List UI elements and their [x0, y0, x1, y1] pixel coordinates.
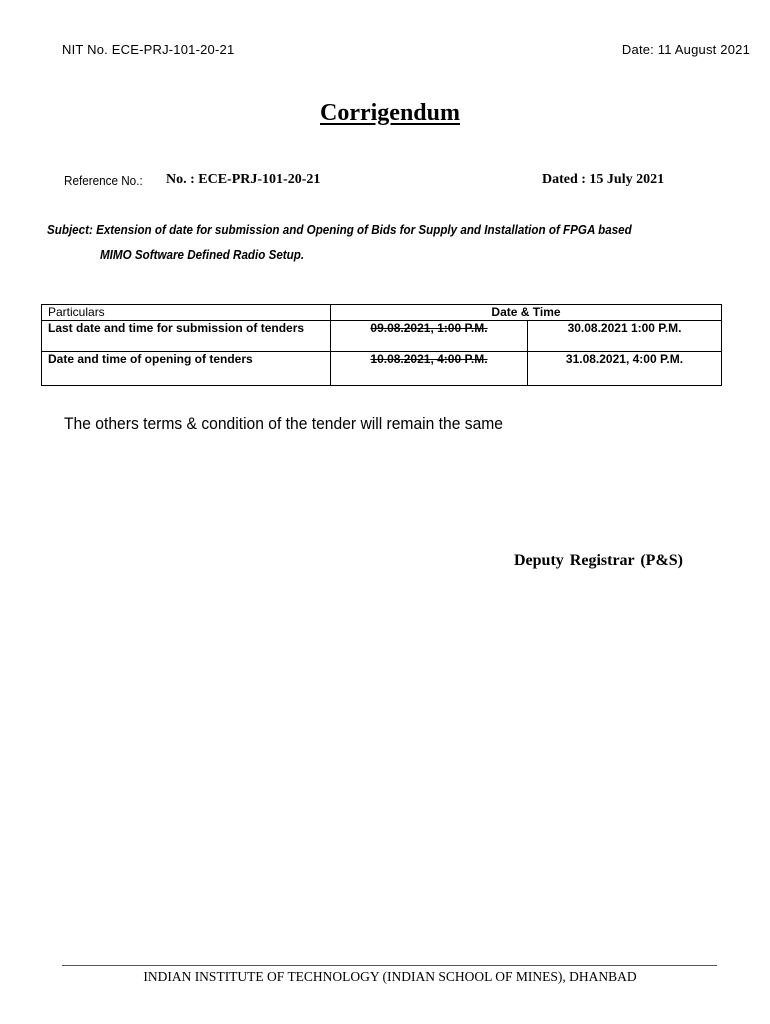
row-new-date: 30.08.2021 1:00 P.M.	[528, 321, 722, 352]
footer-divider	[62, 965, 717, 966]
row-particular: Date and time of opening of tenders	[42, 352, 331, 386]
table-row	[42, 321, 722, 352]
reference-label: Reference No.:	[64, 173, 143, 188]
dates-table	[41, 304, 722, 386]
row-old-date: 10.08.2021, 4:00 P.M.	[331, 352, 528, 386]
footer-institute: INDIAN INSTITUTE OF TECHNOLOGY (INDIAN SCHOOL OF MINES), DHANBAD	[143, 969, 637, 984]
header-date: Date: 11 August 2021	[621, 42, 750, 57]
nit-number: NIT No. ECE-PRJ-101-20-21	[62, 42, 235, 57]
page-title: Corrigendum	[320, 100, 460, 126]
row-new-date: 31.08.2021, 4:00 P.M.	[528, 352, 722, 386]
subject-line-1: Subject: Extension of date for submission and Opening of Bids for Supply and Installation of FPGA based	[47, 223, 632, 237]
terms-note: The others terms & condition of the tender will remain the same	[64, 414, 503, 433]
table-row	[42, 352, 722, 386]
header-particulars: Particulars	[42, 305, 331, 321]
subject-line-2: MIMO Software Defined Radio Setup.	[100, 248, 305, 262]
signatory: Deputy Registrar (P&S)	[514, 552, 684, 569]
table-header-row	[42, 305, 722, 321]
reference-dated: Dated : 15 July 2021	[542, 172, 665, 187]
row-particular: Last date and time for submission of tenders	[42, 321, 331, 352]
reference-value: No. : ECE-PRJ-101-20-21	[166, 172, 321, 187]
row-old-date: 09.08.2021, 1:00 P.M.	[331, 321, 528, 352]
header-date-time: Date & Time	[331, 305, 722, 321]
